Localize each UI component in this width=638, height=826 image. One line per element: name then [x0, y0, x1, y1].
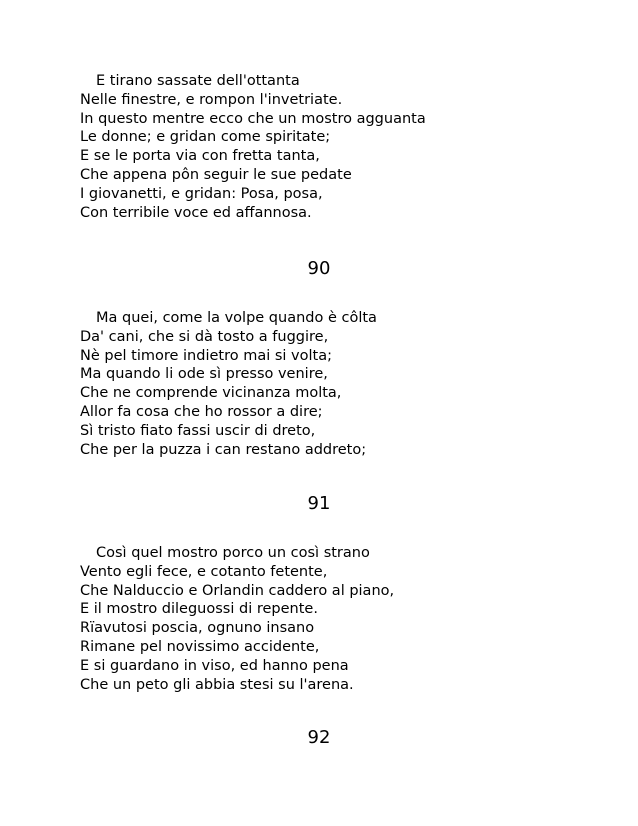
verse-line: Che un peto gli abbia stesi su l'arena. [80, 676, 354, 693]
verse-line: Che Nalduccio e Orlandin caddero al piano, [80, 582, 395, 599]
verse-line: Ma quando li ode sì presso venire, [80, 366, 328, 383]
verse-line: Che appena pôn seguir le sue pedate [80, 166, 352, 183]
verse-line: Sì tristo fiato fassi uscir di dreto, [80, 422, 316, 439]
stanza [80, 544, 600, 694]
verse-line: In questo mentre ecco che un mostro agguanta [80, 110, 426, 127]
verse-line: Da' cani, che si dà tosto a fuggire, [80, 328, 329, 345]
verse-line: Ma quei, come la volpe quando è côlta [96, 310, 377, 326]
stanza-number: 91 [307, 493, 331, 514]
verse-line: Con terribile voce ed affannosa. [80, 204, 312, 221]
verse-line: Nè pel timore indietro mai si volta; [80, 347, 332, 364]
verse-line: E tirano sassate dell'ottanta [96, 73, 300, 89]
verse-line: E se le porta via con fretta tanta, [80, 148, 320, 165]
verse-line: Che per la puzza i can restano addreto; [80, 441, 367, 458]
verse-line: Rimane pel novissimo accidente, [80, 638, 320, 655]
verse-line: Vento egli fece, e cotanto fetente, [80, 563, 328, 580]
stanza-number: 90 [307, 258, 331, 279]
verse-line: E il mostro dileguossi di repente. [80, 601, 318, 618]
verse-line: Così quel mostro porco un così strano [96, 545, 370, 561]
verse-line: Le donne; e gridan come spiritate; [80, 129, 331, 146]
verse-line: I giovanetti, e gridan: Posa, posa, [80, 185, 323, 202]
verse-line: Nelle finestre, e rompon l'invetriate. [80, 91, 343, 108]
stanza [80, 309, 600, 459]
verse-line: Allor fa cosa che ho rossor a dire; [80, 403, 323, 420]
verse-line: Che ne comprende vicinanza molta, [80, 385, 342, 402]
verse-line: Rïavutosi poscia, ognuno insano [80, 620, 315, 637]
stanza [80, 72, 600, 222]
stanza-number: 92 [307, 727, 331, 748]
verse-line: E si guardano in viso, ed hanno pena [80, 657, 349, 674]
